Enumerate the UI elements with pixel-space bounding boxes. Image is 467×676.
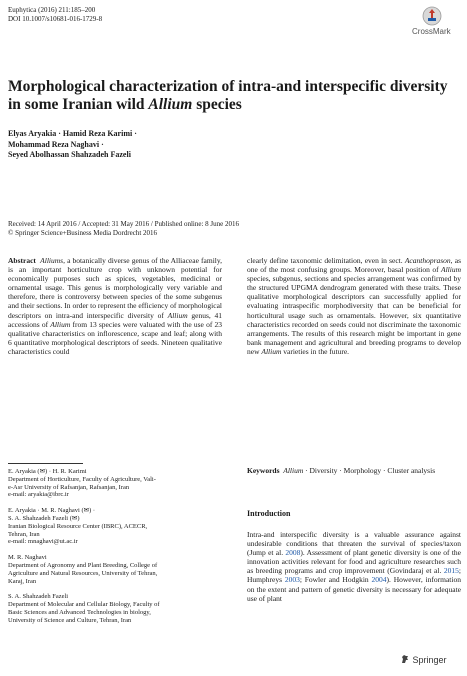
keywords <box>247 466 461 475</box>
history-dates: Received: 14 April 2016 / Accepted: 31 May 2016 / Published online: 8 June 2016 <box>8 220 239 228</box>
body-text: ). However, information on the extent and pattern of genetic diversity is necessary for adequate use of plant <box>247 575 461 603</box>
abstract-text: clearly define taxonomic delimitation, even in sect. <box>247 256 405 265</box>
keyword-list: · Diversity · Morphology · Cluster analysis <box>303 466 436 475</box>
doi[interactable]: DOI 10.1007/s10681-016-1729-8 <box>8 15 103 23</box>
affiliation-line: Department of Horticulture, Faculty of Agriculture, Vali- <box>8 475 156 483</box>
body-text: ; Fowler and Hodgkin <box>299 575 372 585</box>
genus-italic: Allium <box>441 265 461 275</box>
affiliation-block <box>8 468 222 499</box>
affiliations <box>8 468 222 633</box>
genus-italic: Alliums <box>40 256 64 265</box>
abstract-text: species, subgenus, sections and species arrangement was confirmed by the structured UPGMA dendrogram generated with these traits. These qualitative morphological descriptors can successfully applied for evaluating intraspecific morphodiversity that can be beneficial for horticultural usage such as ornamentals. However, six quantitative characteristics recorded on seeds could not discriminate the taxonomic arrangements. The results of this research might be important in gene bank management and agricultural and breeding programs to develop new <box>247 274 461 356</box>
citation-link[interactable]: 2008 <box>285 548 301 558</box>
affiliation-block <box>8 554 222 585</box>
affiliation-line: e-mail: mnaghavi@ut.ac.ir <box>8 538 78 546</box>
author-line: Elyas Aryakia · Hamid Reza Karimi · <box>8 129 137 138</box>
affiliation-line: Karaj, Iran <box>8 577 37 585</box>
publisher-logo <box>400 654 447 665</box>
keyword-genus: Allium <box>283 466 304 475</box>
affiliation-line: E. Aryakia (✉) · H. R. Karimi <box>8 468 87 475</box>
affiliation-line: S. A. Shahzadeh Fazeli <box>8 593 69 601</box>
title-text-end: species <box>192 96 242 113</box>
title-text: Morphological characterization of intra-and interspecific diversity in some Iranian wild <box>8 78 448 113</box>
crossmark-icon <box>422 6 442 26</box>
genus-italic: Allium <box>167 310 188 320</box>
citation-link[interactable]: 2004 <box>371 575 387 585</box>
abstract-text: , as one of the most confusing groups. Moreover, basal position of <box>247 256 461 275</box>
affiliation-line: Iranian Biological Resource Center (IBRC), ACECR, <box>8 522 148 530</box>
citation-link[interactable]: 2015 <box>443 566 459 576</box>
body-text: Intra-and interspecific diversity is a valuable assurance against undesirable conditions that threaten the survival of species/taxon (Jump et al. <box>247 530 461 558</box>
citation-link[interactable]: 2003 <box>284 575 300 585</box>
affiliation-line: E. Aryakia · M. R. Naghavi (✉) · <box>8 507 96 515</box>
abstract-text: genus, 41 accessions of <box>8 310 223 329</box>
genus-italic: Allium <box>50 319 71 329</box>
abstract-heading: Abstract <box>8 256 36 265</box>
affiliation-line: Department of Molecular and Cellular Biology, Faculty of <box>8 601 160 609</box>
article-title <box>8 78 448 114</box>
body-text: ; Humphreys <box>247 566 461 585</box>
affiliation-block <box>8 593 222 624</box>
affiliation-line: S. A. Shahzadeh Fazeli (✉) <box>8 514 80 522</box>
springer-horse-icon <box>400 654 410 664</box>
crossmark-label: CrossMark <box>412 27 451 36</box>
affiliation-line: Department of Agronomy and Plant Breeding, College of <box>8 561 158 569</box>
body-text: ). Assessment of plant genetic diversity is one of the innovation activities relevant for food and agriculture researches such as breeding programs and crop improvement (Govindaraj et al. <box>247 548 462 576</box>
affiliation-line: Basic Sciences and Advanced Technologies in biology, <box>8 608 151 616</box>
abstract-left-column <box>8 256 222 356</box>
affiliation-block <box>8 507 222 546</box>
publisher-name: Springer <box>412 655 447 665</box>
affiliation-line: e-Asr University of Rafsanjan, Rafsanjan, Iran <box>8 483 130 491</box>
affiliation-line: M. R. Naghavi <box>8 554 47 562</box>
abstract-text: varieties in the future. <box>281 346 350 356</box>
abstract-text: from 13 species were valuated with the use of 23 qualitative characteristics on inflorescence, scape and leaf; along with 6 quantitative morphological descriptors of seeds. Nineteen qualitative characteristics could <box>8 319 222 356</box>
affiliation-line: Agriculture and Natural Resources, University of Tehran, <box>8 569 158 577</box>
author-line: Mohammad Reza Naghavi · <box>8 139 104 149</box>
affiliation-line: e-mail: aryakia@ibrc.ir <box>8 491 69 499</box>
journal-citation: Euphytica (2016) 211:185–200 <box>8 6 96 14</box>
title-genus: Allium <box>148 96 193 113</box>
abstract-right-column <box>247 256 461 356</box>
author-list <box>8 129 137 161</box>
section-italic: Acanthoprason <box>404 256 451 265</box>
affiliation-line: Tehran, Iran <box>8 530 40 538</box>
abstract-text: , a botanically diverse genus of the Alliaceae family, is an important horticulture crop with unknown potential for economically purposes such as spices, vegetables, medicinal or ornamental usage. This genus is morphologically very variable and therefore, there is controversy between species of the some subgenus and their sections. In order to represent the efficiency of morphological descriptors on intra-and interspecific diversity of <box>8 256 222 320</box>
affiliation-line: University of Science and Culture, Tehran, Iran <box>8 616 132 624</box>
introduction-text <box>247 530 461 603</box>
section-heading-introduction: Introduction <box>247 509 291 518</box>
keywords-heading: Keywords <box>247 466 280 475</box>
crossmark-badge[interactable] <box>404 6 458 38</box>
publication-dates <box>8 220 239 237</box>
copyright-line: © Springer Science+Business Media Dordrecht 2016 <box>8 228 158 237</box>
footnote-divider <box>8 463 83 464</box>
author-line: Seyed Abolhassan Shahzadeh Fazeli <box>8 150 131 159</box>
running-header <box>8 6 102 24</box>
genus-italic: Allium <box>261 346 282 356</box>
